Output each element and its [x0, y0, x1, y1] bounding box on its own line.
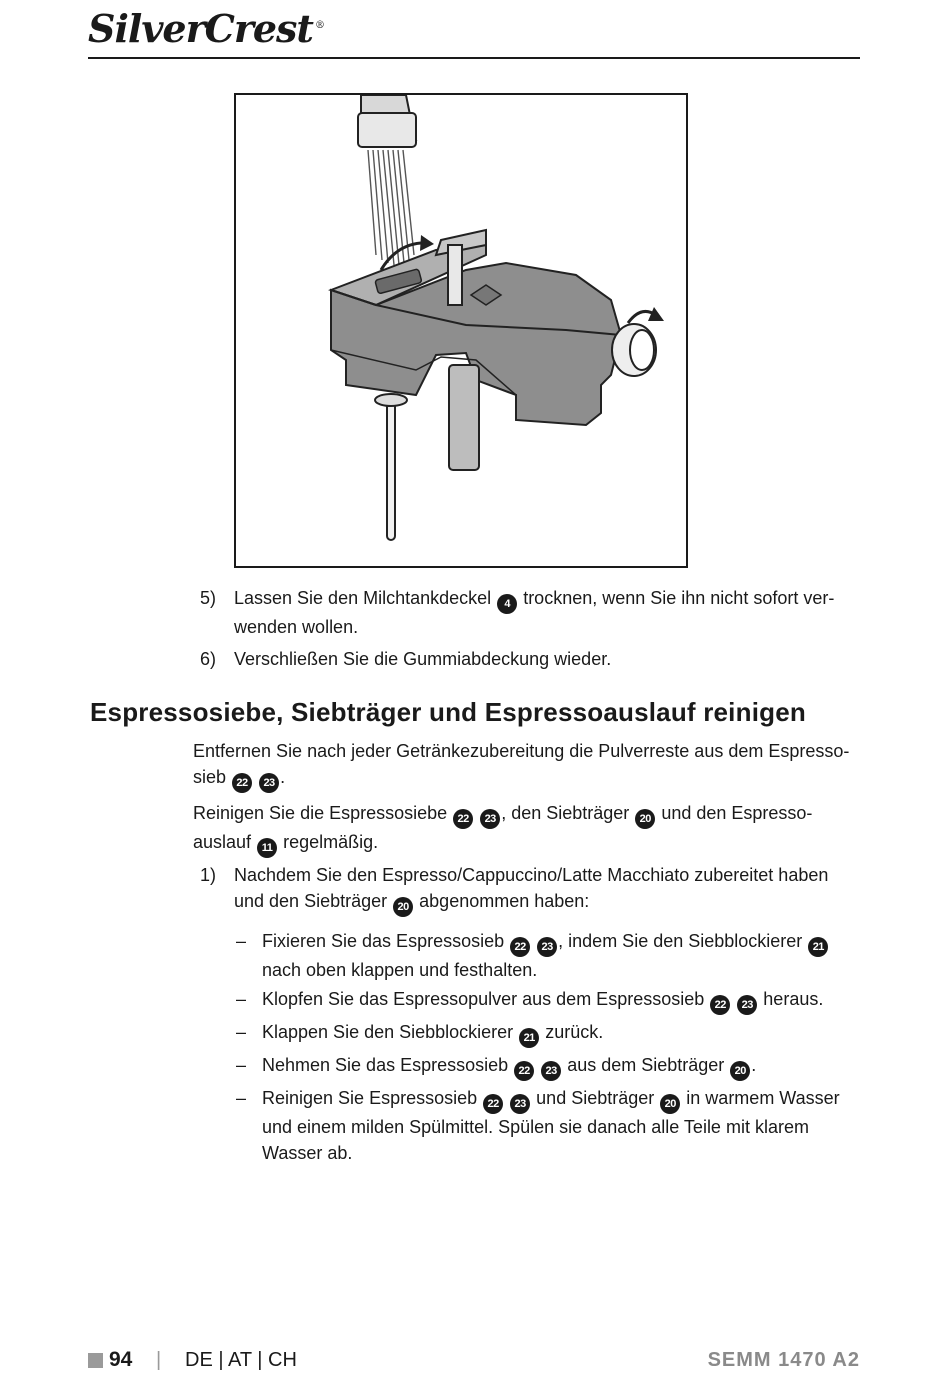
callout-badge: 20 — [660, 1094, 680, 1114]
footer-separator: | — [156, 1349, 162, 1371]
step-number: 5) — [200, 588, 217, 608]
dash-item: Klappen Sie den Siebblockierer 21 zurück. — [262, 1019, 860, 1048]
dash-item: Fixieren Sie das Espressosieb 22 23 , indem Sie den Siebblockierer 21 nach oben klappen und festhalten. — [262, 928, 860, 983]
dash-bullet: – — [236, 931, 247, 951]
dash-bullet: – — [236, 1088, 247, 1108]
step-text: Verschließen Sie die Gummiabdeckung wieder. — [234, 649, 612, 669]
footer-countries: DE | AT | CH — [185, 1349, 297, 1371]
callout-badge: 23 — [510, 1094, 530, 1114]
dash-item: Klopfen Sie das Espressopulver aus dem Espressosieb 22 23 heraus. — [262, 986, 860, 1015]
page-marker — [88, 1353, 103, 1368]
figure-illustration — [234, 93, 688, 568]
page-number: 94 — [109, 1348, 133, 1371]
dash-bullet: – — [236, 989, 247, 1009]
dash-bullet: – — [236, 1055, 247, 1075]
callout-badge: 20 — [393, 897, 413, 917]
header-rule — [88, 57, 860, 59]
callout-badge: 23 — [480, 809, 500, 829]
paragraph: Entfernen Sie nach jeder Getränkezubereitung die Pulverreste aus dem Espresso- sieb 22 23 . — [193, 738, 860, 793]
callout-badge: 11 — [257, 838, 277, 858]
callout-badge: 22 — [514, 1061, 534, 1081]
callout-badge: 20 — [635, 809, 655, 829]
callout-badge: 23 — [537, 937, 557, 957]
brand-logo: SilverCrest ® — [88, 6, 324, 51]
callout-badge: 22 — [710, 995, 730, 1015]
callout-badge: 22 — [483, 1094, 503, 1114]
paragraph: Reinigen Sie die Espressosiebe 22 23 , den Siebträger 20 und den Espresso- auslauf 11 regelmäßig. — [193, 800, 860, 858]
milk-tank-lid-illustration — [236, 95, 686, 566]
section-heading: Espressosiebe, Siebträger und Espressoauslauf reinigen — [90, 697, 806, 727]
step-text: Nachdem Sie den Espresso/Cappuccino/Latte Macchiato zubereitet haben und den Siebträger 20 abgenommen haben: — [234, 862, 860, 917]
dash-item: Nehmen Sie das Espressosieb 22 23 aus dem Siebträger 20 . — [262, 1052, 860, 1081]
callout-badge: 21 — [519, 1028, 539, 1048]
callout-badge: 21 — [808, 937, 828, 957]
model-number: SEMM 1470 A2 — [707, 1349, 860, 1371]
step-text: Lassen Sie den Milchtankdeckel 4 trocknen, wenn Sie ihn nicht sofort ver- wenden wollen. — [234, 588, 835, 637]
callout-badge: 4 — [497, 594, 517, 614]
callout-badge: 22 — [453, 809, 473, 829]
callout-badge: 20 — [730, 1061, 750, 1081]
callout-badge: 23 — [259, 773, 279, 793]
dash-item: Reinigen Sie Espressosieb 22 23 und Siebträger 20 in warmem Wasser und einem milden Spülmittel. Spülen sie danach alle Teile mit klarem Wasser ab. — [262, 1088, 840, 1163]
callout-badge: 22 — [232, 773, 252, 793]
step-number: 1) — [200, 865, 217, 885]
step-number: 6) — [200, 649, 217, 669]
callout-badge: 23 — [541, 1061, 561, 1081]
callout-badge: 23 — [737, 995, 757, 1015]
dash-bullet: – — [236, 1022, 247, 1042]
callout-badge: 22 — [510, 937, 530, 957]
